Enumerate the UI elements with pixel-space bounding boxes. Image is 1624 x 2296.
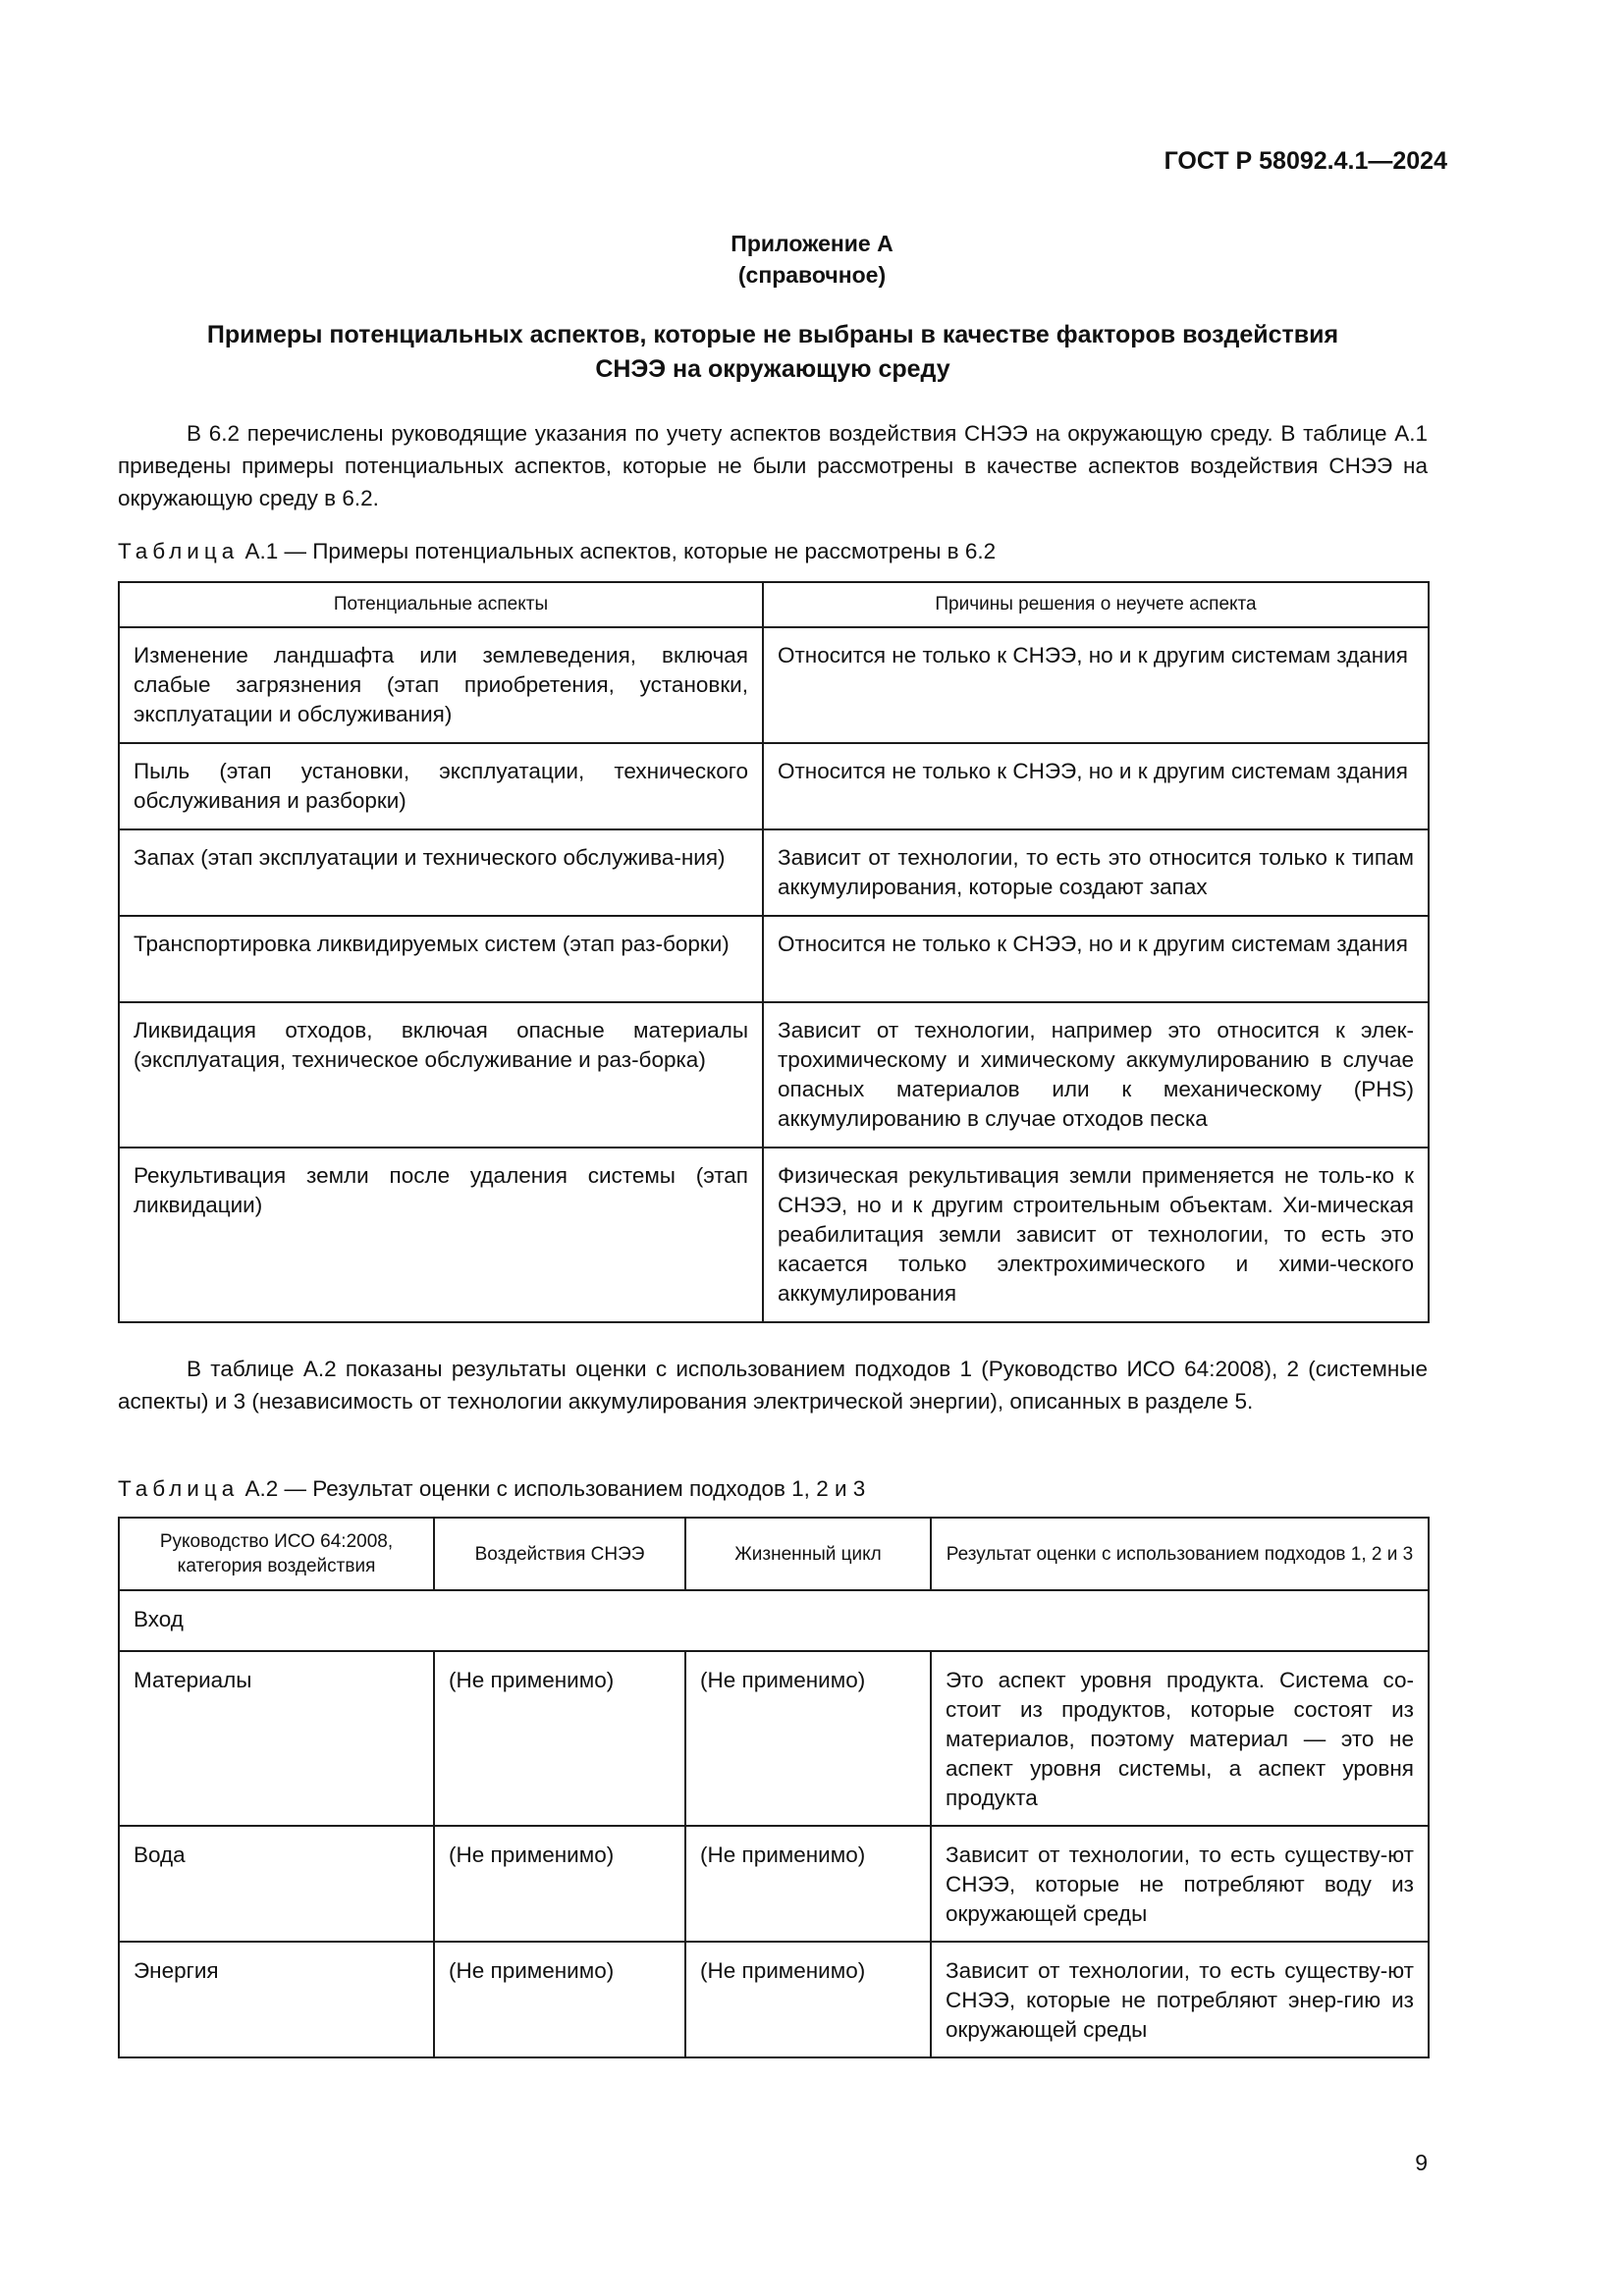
aspect-cell: Ликвидация отходов, включая опасные материалы (эксплуатация, техническое обслуживание и раз-борка) bbox=[119, 1002, 763, 1148]
aspect-cell: Запах (этап эксплуатации и технического обслужива-ния) bbox=[119, 829, 763, 916]
column-header: Жизненный цикл bbox=[685, 1518, 931, 1590]
table-header-row bbox=[119, 582, 1429, 627]
table-row bbox=[119, 829, 1429, 916]
reason-cell: Физическая рекультивация земли применяется не толь-ко к СНЭЭ, но и к другим строительным объектам. Хи-мическая реабилитация земли зависит от технологии, то есть это касается только электрохимического и хими-ческого аккумулирования bbox=[763, 1148, 1429, 1322]
table-row bbox=[119, 1148, 1429, 1322]
column-header: Руководство ИСО 64:2008, категория воздействия bbox=[119, 1518, 434, 1590]
table-row bbox=[119, 1002, 1429, 1148]
column-header: Причины решения о неучете аспекта bbox=[763, 582, 1429, 627]
group-label: Вход bbox=[119, 1590, 1429, 1651]
column-header: Потенциальные аспекты bbox=[119, 582, 763, 627]
aspects-table bbox=[118, 581, 1430, 1323]
reason-cell: Относится не только к СНЭЭ, но и к другим системам здания bbox=[763, 916, 1429, 1002]
result-cell: Зависит от технологии, то есть существу-ют СНЭЭ, которые не потребляют воду из окружающей среды bbox=[931, 1826, 1429, 1942]
category-cell: Энергия bbox=[119, 1942, 434, 2057]
table-row bbox=[119, 916, 1429, 1002]
reason-cell: Зависит от технологии, то есть это относится только к типам аккумулирования, которые создают запах bbox=[763, 829, 1429, 916]
table-header-row bbox=[119, 1518, 1429, 1590]
table2-caption-label: Таблица bbox=[118, 1476, 240, 1501]
table-row bbox=[119, 1826, 1429, 1942]
aspect-cell: Рекультивация земли после удаления системы (этап ликвидации) bbox=[119, 1148, 763, 1322]
reason-cell: Относится не только к СНЭЭ, но и к другим системам здания bbox=[763, 743, 1429, 829]
table1-caption-text: А.1 — Примеры потенциальных аспектов, которые не рассмотрены в 6.2 bbox=[239, 539, 997, 563]
lifecycle-cell: (Не применимо) bbox=[685, 1942, 931, 2057]
table1-caption-label: Таблица bbox=[118, 539, 240, 563]
assessment-table bbox=[118, 1517, 1430, 2058]
appendix-heading bbox=[0, 228, 1624, 291]
appendix-title: Приложение А bbox=[731, 231, 893, 256]
intro-paragraph: В 6.2 перечислены руководящие указания по учету аспектов воздействия СНЭЭ на окружающую среду. В таблице А.1 приведены примеры потенциальных аспектов, которые не были рассмотрены в качестве аспектов воздействия СНЭЭ на окружающую среду в 6.2. bbox=[118, 421, 1428, 510]
appendix-subtitle: (справочное) bbox=[737, 262, 887, 288]
page-number: 9 bbox=[1415, 2150, 1428, 2175]
result-cell: Зависит от технологии, то есть существу-ют СНЭЭ, которые не потребляют энер-гию из окружающей среды bbox=[931, 1942, 1429, 2057]
result-cell: Это аспект уровня продукта. Система со-стоит из продуктов, которые состоят из материалов, поэтому материал — это не аспект уровня системы, а аспект уровня продукта bbox=[931, 1651, 1429, 1826]
lifecycle-cell: (Не применимо) bbox=[685, 1826, 931, 1942]
impact-cell: (Не применимо) bbox=[434, 1942, 685, 2057]
aspect-cell: Пыль (этап установки, эксплуатации, технического обслуживания и разборки) bbox=[119, 743, 763, 829]
page-title bbox=[118, 318, 1428, 387]
table-row bbox=[119, 627, 1429, 743]
table-row bbox=[119, 743, 1429, 829]
lifecycle-cell: (Не применимо) bbox=[685, 1651, 931, 1826]
aspect-cell: Изменение ландшафта или землеведения, включая слабые загрязнения (этап приобретения, установки, эксплуатации и обслуживания) bbox=[119, 627, 763, 743]
reason-cell: Относится не только к СНЭЭ, но и к другим системам здания bbox=[763, 627, 1429, 743]
second-paragraph: В таблице А.2 показаны результаты оценки с использованием подходов 1 (Руководство ИСО 64:2008), 2 (системные аспекты) и 3 (независимость от технологии аккумулирования электрической энергии), описанных в разделе 5. bbox=[118, 1357, 1428, 1414]
page-title-line: СНЭЭ на окружающую среду bbox=[595, 355, 950, 383]
table-row bbox=[119, 1942, 1429, 2057]
category-cell: Вода bbox=[119, 1826, 434, 1942]
table2-caption-text: А.2 — Результат оценки с использованием подходов 1, 2 и 3 bbox=[239, 1476, 866, 1501]
impact-cell: (Не применимо) bbox=[434, 1651, 685, 1826]
table-row bbox=[119, 1651, 1429, 1826]
column-header: Результат оценки с использованием подходов 1, 2 и 3 bbox=[931, 1518, 1429, 1590]
page-title-line: Примеры потенциальных аспектов, которые не выбраны в качестве факторов воздействия bbox=[206, 321, 1339, 348]
table2-caption bbox=[118, 1474, 865, 1504]
table1-caption bbox=[118, 537, 996, 566]
group-row bbox=[119, 1590, 1429, 1651]
impact-cell: (Не применимо) bbox=[434, 1826, 685, 1942]
aspect-cell: Транспортировка ликвидируемых систем (этап раз-борки) bbox=[119, 916, 763, 1002]
column-header: Воздействия СНЭЭ bbox=[434, 1518, 685, 1590]
standard-number: ГОСТ Р 58092.4.1—2024 bbox=[1164, 147, 1447, 175]
reason-cell: Зависит от технологии, например это относится к элек-трохимическому и химическому аккумулированию в случае опасных материалов или к механическому (PHS) аккумулированию в случае отходов песка bbox=[763, 1002, 1429, 1148]
category-cell: Материалы bbox=[119, 1651, 434, 1826]
